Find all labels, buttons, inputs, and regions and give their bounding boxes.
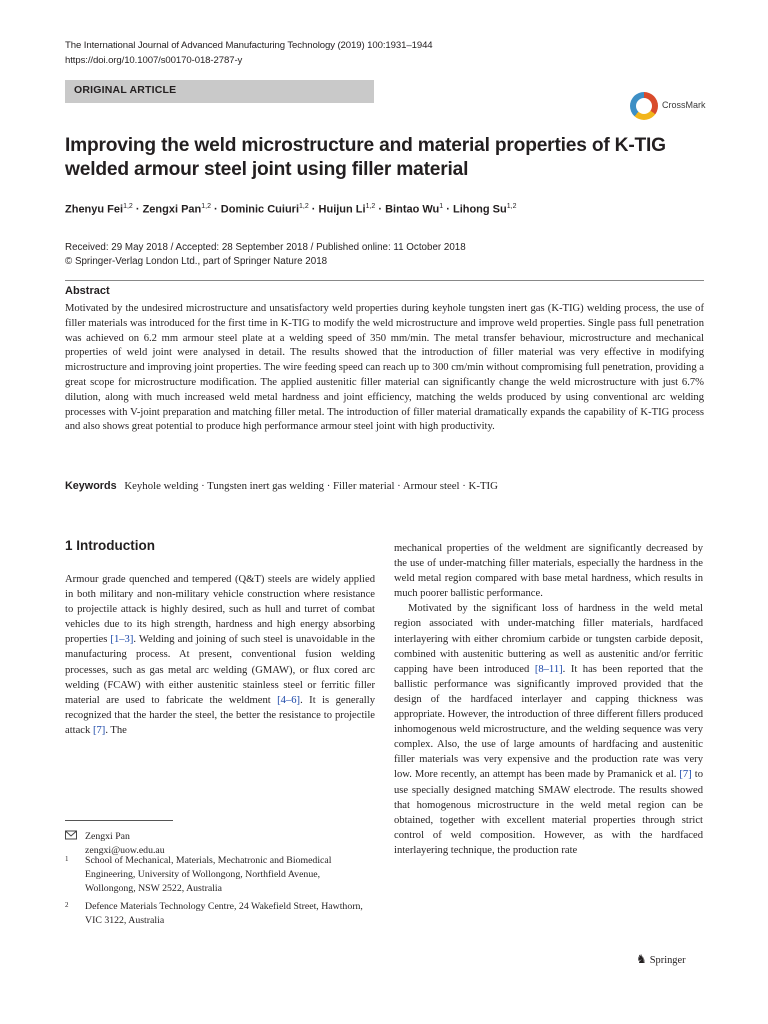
author-separator: ·: [211, 203, 221, 216]
crossmark-label: CrossMark: [662, 100, 706, 110]
copyright-notice: © Springer-Verlag London Ltd., part of Springer Nature 2018: [65, 256, 328, 267]
author-name[interactable]: Bintao Wu: [385, 203, 440, 216]
body-column-right: [394, 541, 703, 858]
paragraph-text: . Welding and joining of such steel is unavoidable in the manufacturing process. At present, conventional fusion welding processes, such as gas metal arc welding (GMAW), or flux cored arc welding (FCAW) with either austenitic stainless steel or ferritic filler material are used to fabricate the weldment: [65, 634, 375, 706]
paragraph-text: to use specially designed matching SMAW electrode. The results showed that homogenous microstructure in the weld metal region can be obtained, together with excellent material properties through strict control of weld composition. However, as with the hardfaced interlayering technique, the production rate: [394, 769, 703, 856]
paragraph-text: . It has been reported that the ballistic performance was significantly improved provided that the design of the hardfaced interlayer and capping thickness was appropriate. However, the introduction of three different fillers produced inhomogenous weld microstructure, and the welding sequence was very complex. Also, the use of large amounts of hardfacing and austenitic filler materials was very expensive and the production rate was very low. More recently, an attempt has been made by Pramanick et al.: [394, 663, 703, 781]
keywords-list: Keyhole welding · Tungsten inert gas welding · Filler material · Armour steel · K-TIG: [124, 480, 498, 492]
abstract-divider: [65, 280, 704, 281]
author-name[interactable]: Huijun Li: [318, 203, 366, 216]
author-name[interactable]: Zhenyu Fei: [65, 203, 124, 216]
corresponding-email[interactable]: zengxi@uow.edu.au: [85, 845, 165, 856]
author-affiliation: 1,2: [365, 203, 376, 210]
footnote-divider: [65, 820, 173, 821]
article-type-band: [65, 80, 374, 103]
envelope-icon: [65, 830, 77, 840]
affiliation: [65, 900, 365, 928]
paragraph: mechanical properties of the weldment are significantly decreased by the use of under-matching filler materials, especially the hardness in the weld metal region compared with base metal hardness, which results in much poorer ballistic performance.: [394, 543, 703, 600]
author-affiliation: 1,2: [201, 203, 211, 210]
author-separator: ·: [132, 203, 143, 216]
affiliation-number: 1: [65, 855, 69, 863]
author-name[interactable]: Lihong Su: [452, 203, 507, 216]
affiliation: [65, 854, 365, 896]
affiliation-number: 2: [65, 901, 69, 909]
journal-reference: The International Journal of Advanced Manufacturing Technology (2019) 100:1931–1944: [65, 40, 433, 51]
paragraph-text: . It is generally recognized that the harder the steel, the better the resistance to projectile attack: [65, 694, 375, 736]
citation-link[interactable]: [1–3]: [110, 634, 134, 646]
affiliation-text: School of Mechanical, Materials, Mechatronic and Biomedical Engineering, University of Wollongong, Northfield Avenue, Wollongong, NSW 2522, Australia: [85, 855, 332, 894]
citation-link[interactable]: [8–11]: [534, 663, 563, 675]
author-separator: ·: [375, 203, 386, 216]
body-column-left: [65, 572, 375, 738]
abstract-heading: Abstract: [65, 285, 110, 297]
affiliation-text: Defence Materials Technology Centre, 24 Wakefield Street, Hawthorn, VIC 3122, Australia: [85, 901, 363, 926]
author-affiliation: 1,2: [123, 203, 133, 210]
citation-link[interactable]: [7]: [92, 724, 106, 736]
author-affiliation: 1,2: [506, 203, 517, 210]
crossmark-icon: [630, 92, 658, 120]
author-separator: ·: [443, 203, 453, 216]
paragraph-text: Motivated by the significant loss of hardness in the weld metal region associated with under-matching filler materials, hardfaced interlayering with either chromium carbide or tungsten carbide deposit, combined with austenitic buttering as well as austenitic and/or ferritic capping have been introduced: [394, 603, 703, 675]
crossmark-badge[interactable]: [630, 92, 734, 122]
publisher-logo: [636, 952, 686, 967]
keywords: [65, 480, 498, 492]
paragraph: [65, 572, 375, 738]
doi-link[interactable]: https://doi.org/10.1007/s00170-018-2787-y: [65, 55, 243, 66]
author-affiliation: 1,2: [299, 203, 309, 210]
citation-link[interactable]: [4–6]: [277, 694, 301, 706]
author-separator: ·: [308, 203, 319, 216]
paragraph: [394, 601, 703, 858]
article-type-label: ORIGINAL ARTICLE: [74, 84, 177, 96]
keywords-label: Keywords: [65, 480, 117, 492]
author-affiliation: 1: [439, 203, 444, 210]
corresponding-name: Zengxi Pan: [85, 831, 130, 842]
paragraph-text: . The: [105, 724, 127, 736]
author-list: [65, 203, 516, 216]
publisher-name: Springer: [649, 955, 686, 966]
springer-horse-icon: ♞: [636, 952, 647, 966]
citation-link[interactable]: [7]: [679, 769, 692, 781]
paragraph-text: Armour grade quenched and tempered (Q&T) steels are widely applied in both military and non-military vehicle construction where resistance to projectile attack is highly desired, such as hull and turret of combat vehicles due to its high strength, hardness and high energy absorbing properties: [65, 574, 375, 646]
author-name[interactable]: Dominic Cuiuri: [220, 203, 300, 216]
paper-title: Improving the weld microstructure and material properties of K-TIG welded armour steel joint using filler material: [65, 135, 666, 180]
section-heading-introduction: 1 Introduction: [65, 538, 155, 553]
author-name[interactable]: Zengxi Pan: [142, 203, 202, 216]
abstract-text: Motivated by the undesired microstructure and unsatisfactory weld properties during keyhole tungsten inert gas (K-TIG) welding process, the use of filler materials was introduced for the first time in K-TIG to modify the weld microstructure and improve weld properties. Single pass full penetration was achieved on 6.2 mm armour steel plate at a welding speed of 350 mm/min. The metal transfer behaviour, microstructure and mechanical properties of weld joint were analysed in detail. The results showed that the introduction of filler material was very effective in modifying microstructure and improving joint properties. The wire feeding speed can reach up to 300 cm/min without compromising full penetration, providing a great scope for microstructure modification. The applied austenitic filler material can significantly change the weld microstructure with just 6.7% dilution, along with much increased weld metal hardness and joint efficiency, matching the welds produced by using conventional arc welding processes with V-joint preparation and matching filler metal. The introduction of filler material dramatically expands the capability of K-TIG process and also shows great potential to produce high performance armour steel joint with high productivity.: [65, 303, 704, 433]
publication-history: Received: 29 May 2018 / Accepted: 28 September 2018 / Published online: 11 October 2018: [65, 242, 466, 253]
